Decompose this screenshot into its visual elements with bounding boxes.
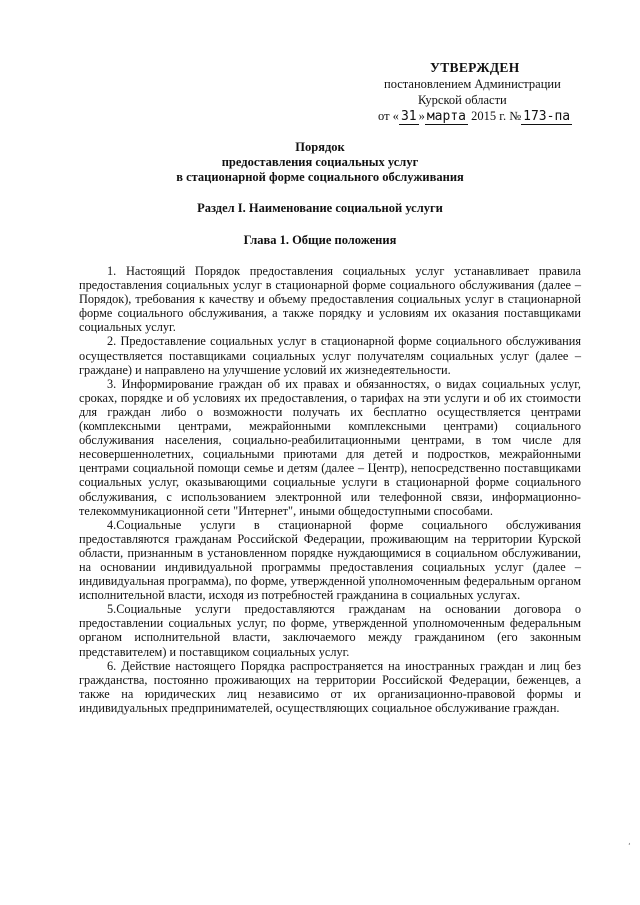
approval-date-line: [378, 108, 624, 125]
paragraph-4: 4.Социальные услуги в стационарной форме социального обслуживания предоставляются гражданам Российской Федерации, проживающим на территории Курской области, признанным в установленном порядке нуждающимися в социальном обслуживании, на основании индивидуальной программы предоставления социальных услуг (далее – индивидуальная программа), по форме, утвержденной уполномоченным федеральным органом исполнительной власти, исходя из потребностей гражданина в социальных услугах.: [79, 517, 581, 603]
margin-mark: ¸: [628, 836, 631, 845]
paragraph-3: 3. Информирование граждан об их правах и обязанностях, о видах социальных услуг, сроках, порядке и об условиях их предоставления, о тарифах на эти услуги и об их стоимости для граждан либо о возможности получать их бесплатно осуществляется центрами (комплексными центрами, межрайонными комплексными центрами) социального обслуживания населения, социально-реабилитационными центрами, в том числе для несовершеннолетних, социальными приютами для детей и подростков, межрайонными центрами социальной помощи семье и детям (далее – Центр), непосредственно поставщиками социальных услуг, оказывающими социальные услуги в стационарной форме социального обслуживания, с использованием электронной или телефонной связи, информационно-телекоммуникационной сети "Интернет", иными общедоступными способами.: [79, 376, 581, 518]
paragraph-5: 5.Социальные услуги предоставляются гражданам на основании договора о предоставлении социальных услуг, по форме, утвержденной уполномоченным федеральным органом исполнительной власти, заключаемого между гражданином (его законным представителем) и поставщиком социальных услуг.: [79, 602, 581, 659]
paragraph-2: 2. Предоставление социальных услуг в стационарной форме социального обслуживания осуществляется поставщиками социальных услуг получателям социальных услуг (далее – граждане) и направлено на улучшение условий их жизнедеятельности.: [79, 334, 581, 377]
date-prefix: от «: [378, 109, 399, 123]
paragraph-1: 1. Настоящий Порядок предоставления социальных услуг устанавливает правила предоставления социальных услуг в стационарной форме социального обслуживания (далее – Порядок), требования к качеству и объему предоставления социальных услуг в стационарной форме социального обслуживания, а также порядку и условиям их оказания поставщиками социальных услуг.: [79, 264, 581, 335]
section-heading: Раздел I. Наименование социальной услуги: [197, 201, 443, 215]
document-subtitle-1: предоставления социальных услуг: [221, 155, 419, 169]
approval-number: 173-па: [523, 109, 571, 124]
approval-line-administration: постановлением Администрации: [384, 77, 561, 91]
document-body: [79, 264, 581, 715]
approval-stamp: [374, 60, 624, 125]
document-subtitle-2: в стационарной форме социального обслуживания: [176, 170, 464, 184]
approval-year: 2015 г. №: [467, 109, 522, 123]
approval-title: УТВЕРЖДЕН: [430, 60, 520, 75]
approval-month: марта: [426, 109, 466, 124]
approval-line-region: Курской области: [418, 93, 507, 107]
document-title: Порядок: [295, 140, 345, 154]
date-mid: »: [418, 109, 425, 123]
chapter-heading: Глава 1. Общие положения: [243, 233, 397, 247]
paragraph-6: 6. Действие настоящего Порядка распространяется на иностранных граждан и лиц без гражданства, постоянно проживающих на территории Российской Федерации, беженцев, а также на юридических лиц независимо от их организационно-правовой формы и индивидуальных предпринимателей, осуществляющих социальное обслуживание граждан.: [79, 658, 581, 715]
approval-day: 31: [400, 109, 417, 124]
